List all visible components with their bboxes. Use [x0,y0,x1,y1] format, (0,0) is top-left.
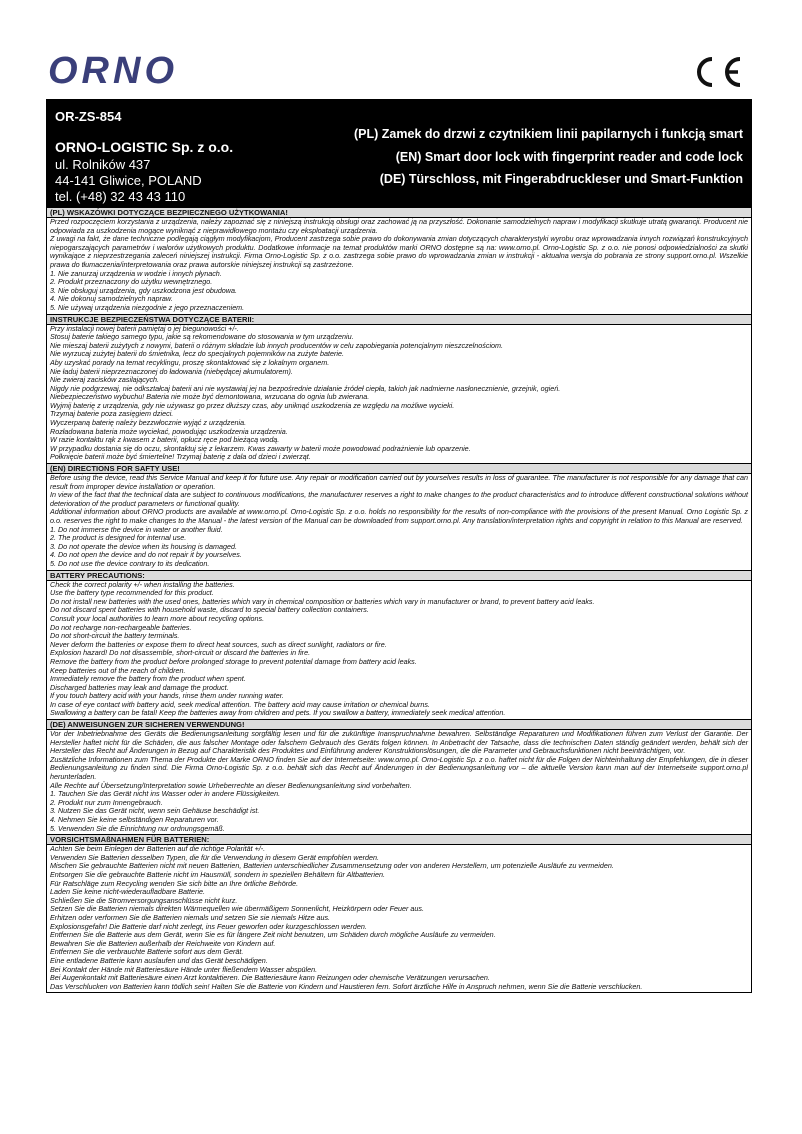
section-heading: BATTERY PRECAUTIONS: [47,571,751,581]
section-body [47,325,751,464]
list-item: 2. Produkt nur zum Innengebrauch. [50,797,163,807]
list-item: Das Verschlucken von Batterien kann tödlich sein! Halten Sie die Batterie von Kindern und Haustieren fern. Sofort ärztliche Hilfe in Anspruch nehmen, wenn Sie die Batterie verschlucken. [50,981,643,991]
paragraph: Additional information about ORNO products are available at www.orno.pl. Orno-Logistic Sp. z o.o. holds no responsibility for the results of non-compliance with the provisions of the present Manual. Orno Logistic Sp. z o.o. reserves the right to make changes to the Manual - the latest version of the Manual can be downloaded from support.orno.pl. Any translation/interpretation rights and copyright in relation to this Manual are reserved. [50,507,748,525]
paragraph: Zusätzliche Informationen zum Thema der Produkte der Marke ORNO finden Sie auf der Internetseite: www.orno.pl. Orno-Logistic Sp. z o.o. haftet nicht für die Folgen der Nichteinhaltung der Empfehlungen, die in dieser Bedienungsanleitung zu finden sind. Die Firma Orno-Logistic Sp. z o.o. behält sich das Recht auf Änderungen in der Bedienungsanleitung vor – die aktuelle Version kann man auf der Internetseite support.orno.pl herunterladen. [50,754,748,782]
list-item: Nie ładuj baterii nieprzeznaczonej do ładowania (niebędącej akumulatorem). [50,366,293,376]
section-heading: (EN) DIRECTIONS FOR SAFTY USE! [47,464,751,474]
list-item: Check the correct polarity +/- when installing the batteries. [50,579,235,589]
header-bar [46,99,752,207]
list-item: Bei Kontakt der Hände mit Batteriesäure Hände unter fließendem Wasser abspülen. [50,964,318,974]
section-heading: INSTRUKCJE BEZPIECZEŃSTWA DOTYCZĄCE BATERII: [47,315,751,325]
list-item: Erhitzen oder verformen Sie die Batterien niemals und setzen Sie sie niemals Hitze aus. [50,912,331,922]
section-heading: VORSICHTSMAßNAHMEN FÜR BATTERIEN: [47,835,751,845]
instructions-content [46,207,752,993]
list-item: 4. Nehmen Sie keine selbständigen Reparaturen vor. [50,815,219,824]
list-item: Do not recharge non-rechargeable batteries. [50,622,192,632]
ce-mark [688,55,744,89]
list-item: 4. Nie dokonuj samodzielnych napraw. [50,294,173,304]
section [46,464,752,571]
section [46,720,752,835]
list-item: 3. Nutzen Sie das Gerät nicht, wenn sein Gehäuse beschädigt ist. [50,806,260,816]
list-item: 4. Do not open the device and do not repair it by yourselves. [50,550,242,560]
list-item: Never deform the batteries or expose them to direct heat sources, such as direct sunlight, radiators or fire. [50,639,387,649]
section-heading: (DE) ANWEISUNGEN ZUR SICHEREN VERWENDUNG! [47,720,751,730]
list-item: Immediately remove the battery from the product when spent. [50,674,246,684]
list-item: If you touch battery acid with your hands, rinse them under running water. [50,691,284,701]
section-body [47,845,751,992]
list-item: Explosionsgefahr! Die Batterie darf nicht zerlegt, ins Feuer geworfen oder kurzgeschlossen werden. [50,921,367,931]
list-item: Bei Augenkontakt mit Batteriesäure einen Arzt kontaktieren. Die Batteriesäure kann Reizungen oder chemische Verätzungen verursachen. [50,973,490,983]
list-item: Do not short-circuit the battery terminals. [50,631,180,641]
list-item: Trzymaj baterie poza zasięgiem dzieci. [50,409,174,419]
company-city: 44-141 Gliwice, POLAND [55,173,202,188]
list-item: 1. Tauchen Sie das Gerät nicht ins Wasser oder in andere Flüssigkeiten. [50,789,281,799]
list-item: Entfernen Sie die verbrauchte Batterie sofort aus dem Gerät. [50,947,244,957]
list-item: Keep batteries out of the reach of children. [50,665,186,675]
section [46,835,752,993]
title-de: (DE) Türschloss, mit Fingerabdruckleser und Smart-Funktion [379,172,743,186]
list-item: Mischen Sie gebrauchte Batterien nicht mit neuen Batterien, Batterien unterschiedlicher Zusammensetzung oder von anderen Herstellern, um potenzielle Ausläufe zu vermeiden. [50,861,614,871]
list-item: Nie zwieraj zacisków zasilających. [50,375,160,385]
paragraph: Z uwagi na fakt, że dane techniczne podlegają ciągłym modyfikacjom, Producent zastrzega sobie prawo do dokonywania zmian dotyczących charakterystyki wyrobu oraz wprowadzania innych rozwiązań konstrukcyjnych niepogarszających parametrów i walorów użytkowych produktu. Dodatkowe informacje na temat produktów marki ORNO dostępne są na: www.orno.pl. Orno-Logistic Sp. z o.o. nie ponosi odpowiedzialności za skutki wynikające z nieprzestrzegania zaleceń niniejszej instrukcji. Firma Orno-Logistic Sp. z o.o. zastrzega sobie prawo do wprowadzania zmian w instrukcji - aktualna wersja do pobrania ze strony support.orno.pl. Wszelkie prawa do tłumaczenia/interpretowania oraz prawa autorskie niniejszej instrukcji są zastrzeżone. [50,234,748,269]
list-item: Explosion hazard! Do not disassemble, short-circuit or discard the batteries in fire. [50,648,311,658]
list-item: Achten Sie beim Einlegen der Batterien auf die richtige Polarität +/-. [50,844,266,854]
list-item: 5. Verwenden Sie die Einrichtung nur ordnungsgemäß. [50,823,225,833]
list-item: Verwenden Sie Batterien desselben Typen, die für die Verwendung in diesem Gerät empfohlen werden. [50,852,379,862]
company-phone: tel. (+48) 32 43 43 110 [55,189,186,204]
model-number: OR-ZS-854 [55,109,122,124]
section-heading: (PL) WSKAZÓWKI DOTYCZĄCE BEZPIECZNEGO UŻYTKOWANIA! [47,208,751,218]
list-item: 3. Nie obsługuj urządzenia, gdy uszkodzona jest obudowa. [50,285,237,295]
list-item: Przy instalacji nowej baterii pamiętaj o jej biegunowości +/-. [50,323,239,333]
list-item: Do not discard spent batteries with household waste, discard to special battery collection containers. [50,605,369,615]
list-item: Wyczerpaną baterię należy bezzwłocznie wyjąć z urządzenia. [50,418,247,428]
list-item: Entfernen Sie die Batterie aus dem Gerät, wenn Sie es für längere Zeit nicht benutzen, um Schäden durch mögliche Ausläufe zu vermeiden. [50,930,496,940]
section [46,207,752,315]
list-item: W razie kontaktu rąk z kwasem z baterii, opłucz ręce pod bieżącą wodą. [50,435,280,445]
list-item: Rozładowana bateria może wyciekać, powodując uszkodzenia urządzenia. [50,426,288,436]
list-item: Wyjmij baterię z urządzenia, gdy nie używasz go przez dłuższy czas, aby uniknąć uszkodzenia ze względu na możliwe wycieki. [50,400,455,410]
section-body [47,474,751,570]
svg-text:ORNO: ORNO [48,52,178,88]
list-item: Schließen Sie die Stromversorgungsanschlüsse nicht kurz. [50,895,238,905]
title-en: (EN) Smart door lock with fingerprint reader and code lock [395,150,743,164]
list-item: In case of eye contact with battery acid, seek medical attention. The battery acid may cause irritation or chemical burns. [50,699,430,709]
list-item: Połknięcie baterii może być śmiertelne! Trzymaj baterię z dala od dzieci i zwierząt. [50,452,311,462]
list-item: Eine entladene Batterie kann auslaufen und das Gerät beschädigen. [50,955,268,965]
list-item: Laden Sie keine nicht-wiederaufladbare Batterie. [50,887,206,897]
title-pl: (PL) Zamek do drzwi z czytnikiem linii papilarnych i funkcją smart [354,127,743,141]
company-name: ORNO-LOGISTIC Sp. z o.o. [55,139,234,155]
list-item: Bewahren Sie die Batterien außerhalb der Reichweite von Kindern auf. [50,938,276,948]
list-item: Do not install new batteries with the used ones, batteries which vary in chemical composition or batteries which vary in manufacturer or brand, to prevent battery acid leaks. [50,596,595,606]
company-street: ul. Rolników 437 [55,157,151,172]
list-item: Entsorgen Sie die gebrauchte Batterie nicht im Hausmüll, sondern in speziellen Behältern für Altbatterien. [50,869,385,879]
list-item: Remove the battery from the product before prolonged storage to prevent potential damage from battery acid leaks. [50,656,417,666]
list-item: 3. Do not operate the device when its housing is damaged. [50,541,237,551]
list-item: Use the battery type recommended for this product. [50,588,214,598]
list-item: Consult your local authorities to learn more about recycling options. [50,613,265,623]
list-item: 5. Nie używaj urządzenia niezgodnie z jego przeznaczeniem. [50,302,245,312]
paragraph: Vor der Inbetriebnahme des Geräts die Bedienungsanleitung sorgfältig lesen und für die zukünftige Inanspruchnahme bewahren. Selbständige Reparaturen und Modifikationen führen zum Verlust der Garantie. Der Hersteller haftet nicht für die Schäden, die aus falscher Montage oder falschem Gebrauch des Geräts folgen können. In Anbetracht der Tatsache, dass die technischen Daten ständig geändert werden, behält sich der Hersteller das Recht auf Änderungen in Bezug auf Charakteristik des Produktes und Einführung anderer Konstruktionslösungen, die die Parameter und Gebrauchsfunktionen nicht beeinträchtigen, vor. [50,729,748,756]
list-item: W przypadku dostania się do oczu, skontaktuj się z lekarzem. Kwas zawarty w baterii może powodować podrażnienie lub oparzenie. [50,443,471,453]
list-item: Niebezpieczeństwo wybuchu! Bateria nie może być demontowana, wrzucana do ognia lub zwierana. [50,392,370,402]
section-body [47,730,751,834]
list-item: 5. Do not use the device contrary to its dedication. [50,558,210,568]
list-item: Discharged batteries may leak and damage the product. [50,682,229,692]
list-item: 1. Do not immerse the device in water or another fluid. [50,524,223,534]
paragraph: In view of the fact that the technical data are subject to continuous modifications, the manufacturer reserves a right to make changes to the product characteristics and to introduce different constructional solutions without deterioration of the product parameters or functional quality. [50,490,748,508]
paragraph: Alle Rechte auf Übersetzung/Interpretation sowie Urheberrechte an dieser Bedienungsanleitung sind vorbehalten. [50,780,412,790]
list-item: Setzen Sie die Batterien niemals direkten Wärmequellen wie übermäßigem Sonnenlicht, Heizkörpern oder Feuer aus. [50,904,424,914]
list-item: Aby uzyskać porady na temat recyklingu, proszę skontaktować się z lokalnym organem. [50,357,330,367]
list-item: Nigdy nie podgrzewaj, nie odkształcaj baterii ani nie wystawiaj jej na bezpośrednie działanie źródeł ciepła, takich jak nadmierne nasłonecznienie, grzejnik, ogień. [50,383,561,393]
list-item: 2. Produkt przeznaczony do użytku wewnętrznego. [50,277,213,287]
list-item: Swallowing a battery can be fatal! Keep the batteries away from children and pets. If you swallow a battery, immediately seek medical attention. [50,708,506,718]
list-item: Für Ratschläge zum Recycling wenden Sie sich bitte an Ihre örtliche Behörde. [50,878,299,888]
section [46,571,752,721]
paragraph: Before using the device, read this Service Manual and keep it for future use. Any repair or modification carried out by yourselves results in loss of guarantee. The manufacturer is not responsible for any damage that can result from improper device installation or operation. [50,473,748,491]
orno-logo [46,52,206,88]
list-item: Nie wyrzucaj zużytej baterii do śmietnika, lecz do specjalnych pojemników na zużyte baterie. [50,349,345,359]
list-item: 1. Nie zanurzaj urządzenia w wodzie i innych płynach. [50,268,222,278]
list-item: Stosuj baterie takiego samego typu, jakie są rekomendowane do stosowania w tym urządzeniu. [50,332,354,342]
paragraph: Przed rozpoczęciem korzystania z urządzenia, należy zapoznać się z niniejszą instrukcją obsługi oraz zachować ją na przyszłość. Dokonanie samodzielnych napraw i modyfikacji skutkuje utratą gwarancji. Producent nie odpowiada za uszkodzenia mogące wyniknąć z nieprawidłowego montażu czy eksploatacji urządzenia. [50,217,748,235]
section-body [47,218,751,314]
section [46,315,752,465]
section-body [47,581,751,720]
list-item: 2. The product is designed for internal use. [50,533,187,543]
list-item: Nie mieszaj baterii zużytych z nowymi, baterii o różnym składzie lub innych producentów w celu zapobiegania potencjalnym nieszczelnościom. [50,340,504,350]
